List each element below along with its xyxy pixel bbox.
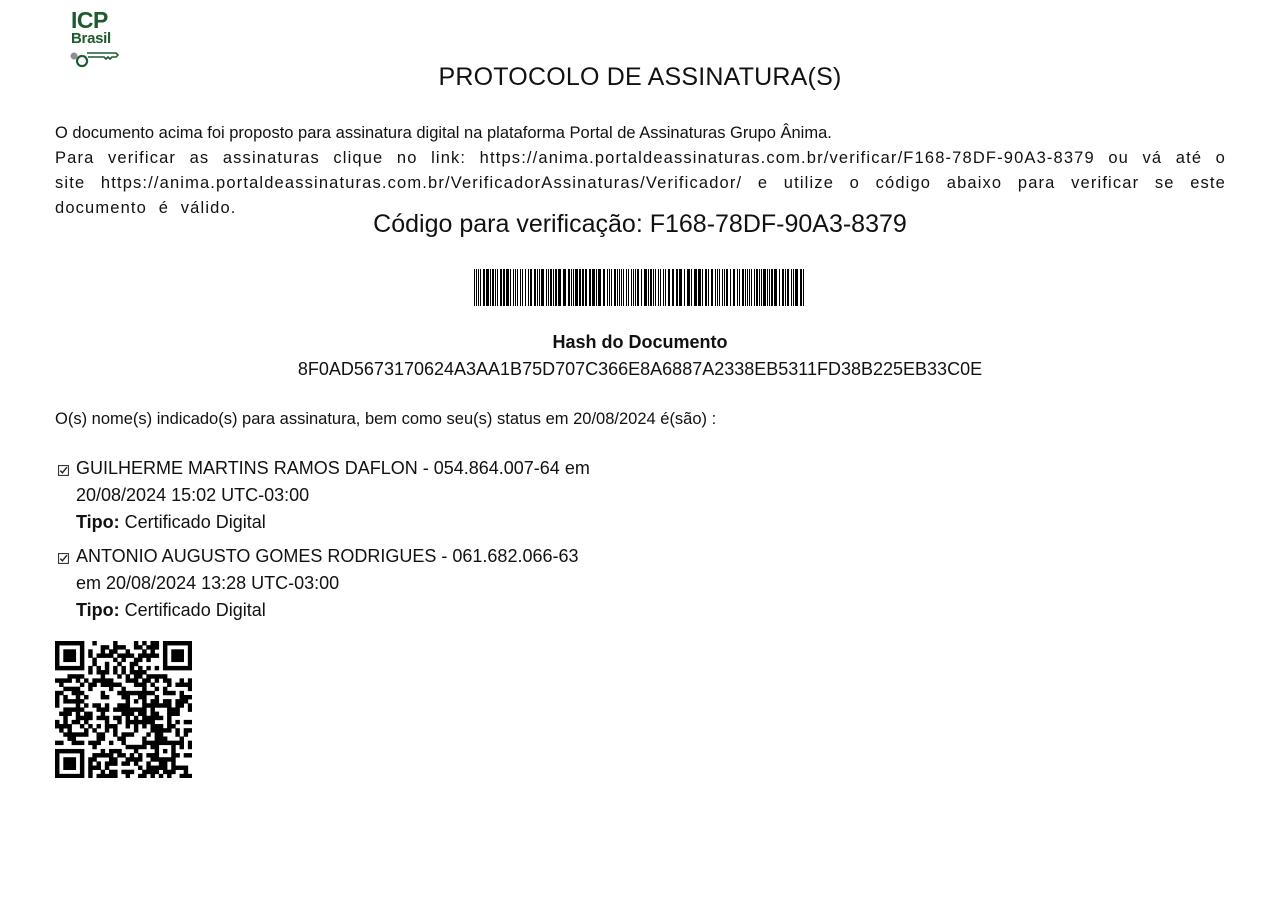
- signer-entry: [55, 455, 655, 536]
- signer-type: [76, 597, 655, 624]
- signer-type-label: Tipo:: [76, 512, 120, 532]
- barcode: [474, 269, 807, 307]
- checkbox-checked-icon: [58, 553, 69, 564]
- verification-code: Código para verificação: F168-78DF-90A3-8379: [373, 210, 907, 238]
- signer-type-label: Tipo:: [76, 600, 120, 620]
- logo-text-brasil: Brasil: [71, 30, 111, 47]
- checkbox-checked-icon: [58, 465, 69, 476]
- signer-type-value: Certificado Digital: [124, 600, 266, 620]
- intro-text: [55, 121, 1226, 221]
- signer-date: 20/08/2024 15:02 UTC-03:00: [76, 485, 310, 505]
- page-title: PROTOCOLO DE ASSINATURA(S): [438, 63, 842, 91]
- signer-name: ANTONIO AUGUSTO GOMES RODRIGUES - 061.682.066-63: [76, 546, 579, 566]
- signer-type-value: Certificado Digital: [124, 512, 266, 532]
- hash-value: 8F0AD5673170624A3AA1B75D707C366E8A6887A2338EB5311FD38B225EB33C0E: [297, 359, 983, 379]
- hash-title: Hash do Documento: [552, 332, 728, 352]
- signer-name: GUILHERME MARTINS RAMOS DAFLON - 054.864.007-64 em: [76, 458, 590, 478]
- signer-date: em 20/08/2024 13:28 UTC-03:00: [76, 573, 340, 593]
- status-line: O(s) nome(s) indicado(s) para assinatura, bem como seu(s) status em 20/08/2024 é(são) :: [55, 410, 717, 428]
- intro-line-1: O documento acima foi proposto para assinatura digital na plataforma Portal de Assinaturas Grupo Ânima.: [55, 124, 832, 142]
- signer-entry: [55, 543, 655, 624]
- logo-text-icp: ICP: [71, 7, 108, 33]
- verify-instructions: Para verificar as assinaturas clique no link: https://anima.portaldeassinaturas.com.br/verificar/F168-78DF-90A3-8379 ou vá até o site https://anima.portaldeassinaturas.com.br/VerificadorAssinaturas/Verificador/ e utilize o código abaixo para verificar se este documento é válido.: [55, 149, 1226, 217]
- qr-code: [55, 641, 192, 778]
- signer-type: [76, 509, 655, 536]
